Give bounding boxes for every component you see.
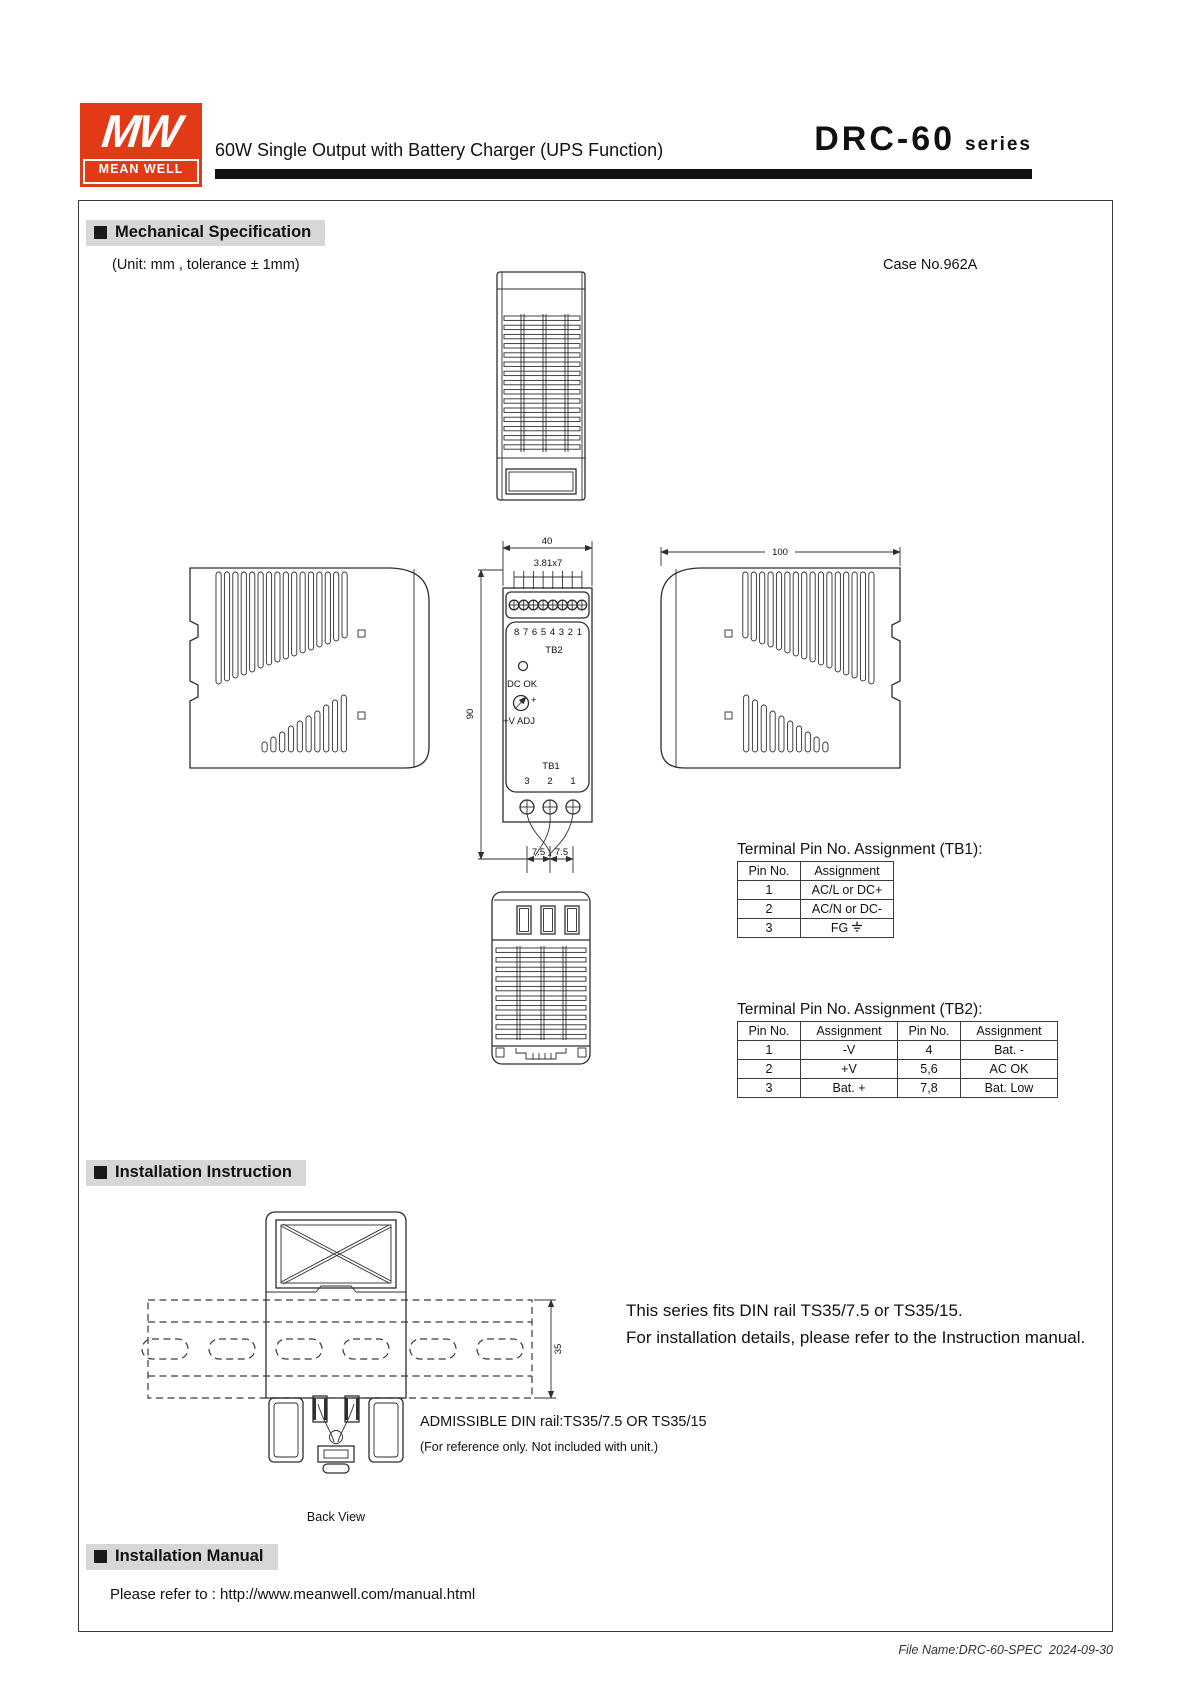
tb2-cell: 5,6 xyxy=(898,1060,961,1079)
tb1-pin2: 2 xyxy=(547,776,553,787)
tb2-cell: 4 xyxy=(898,1041,961,1060)
tb2-cell: 3 xyxy=(738,1079,801,1098)
tb1-pin3: 3 xyxy=(524,776,530,787)
tb2-cell: Bat. + xyxy=(801,1079,898,1098)
top-view-drawing xyxy=(497,272,585,500)
earth-ground-icon xyxy=(851,921,863,933)
table-row xyxy=(738,900,894,919)
product-title: 60W Single Output with Battery Charger (UPS Function) xyxy=(215,140,664,160)
tb1-pin-cell: 1 xyxy=(738,881,801,900)
unit-tolerance-note: (Unit: mm , tolerance ± 1mm) xyxy=(112,257,300,273)
series-suffix: series xyxy=(965,134,1032,155)
tb1-pin-cell: 2 xyxy=(738,900,801,919)
table-row xyxy=(738,1041,1058,1060)
case-number: Case No.962A xyxy=(883,257,978,273)
installation-figure-drawing xyxy=(142,1212,564,1473)
dim-pitch-left-label: 7.5 xyxy=(531,847,546,858)
section-title: Installation Instruction xyxy=(115,1163,292,1181)
tb2-header-assignment: Assignment xyxy=(961,1022,1058,1041)
depth-dimension xyxy=(661,547,900,566)
section-title: Installation Manual xyxy=(115,1547,264,1565)
front-view-drawing xyxy=(465,536,592,873)
dim-rail-height-label: 35 xyxy=(553,1343,564,1355)
din-rail-dashed xyxy=(142,1300,532,1398)
tb2-cell: +V xyxy=(801,1060,898,1079)
tb1-assignment-cell: AC/L or DC+ xyxy=(801,881,894,900)
section-bullet-icon xyxy=(94,1166,107,1179)
tb2-cell: 2 xyxy=(738,1060,801,1079)
tb2-header-assignment: Assignment xyxy=(801,1022,898,1041)
logo-brand-text: MEAN WELL xyxy=(83,159,199,184)
tb2-label: TB2 xyxy=(545,645,563,656)
tb1-header-assignment: Assignment xyxy=(801,862,894,881)
series-name: DRC-60 xyxy=(814,120,956,158)
dim-depth-label: 100 xyxy=(772,547,788,558)
dc-ok-label: DC OK xyxy=(507,679,538,690)
dim-width-label: 40 xyxy=(541,536,553,547)
tb2-cell: -V xyxy=(801,1041,898,1060)
table-row xyxy=(738,881,894,900)
tb2-header-row xyxy=(738,1022,1058,1041)
dim-pitch-right-label: 7.5 xyxy=(554,847,569,858)
section-installation-instruction xyxy=(86,1160,306,1186)
tb2-pin-numbers: 8 7 6 5 4 3 2 1 xyxy=(514,627,582,638)
file-name-footer: File Name:DRC-60-SPEC 2024-09-30 xyxy=(898,1643,1113,1657)
tb2-cell: Bat. Low xyxy=(961,1079,1058,1098)
vadj-plus-label: + xyxy=(531,695,537,706)
tb1-header-row xyxy=(738,862,894,881)
tb1-header-pin: Pin No. xyxy=(738,862,801,881)
dim-pitch-label: 3.81x7 xyxy=(533,558,563,569)
tb2-cell: AC OK xyxy=(961,1060,1058,1079)
din-rail-fit-line1: This series fits DIN rail TS35/7.5 or TS35/15. xyxy=(626,1301,963,1320)
vadj-label: +V ADJ xyxy=(503,716,535,727)
tb2-header-pin: Pin No. xyxy=(898,1022,961,1041)
tb2-cell: Bat. - xyxy=(961,1041,1058,1060)
right-side-view-drawing xyxy=(661,568,900,768)
left-side-view-drawing xyxy=(190,568,429,768)
section-bullet-icon xyxy=(94,226,107,239)
reference-only-note: (For reference only. Not included with unit.) xyxy=(420,1440,659,1454)
din-rail-fit-line2: For installation details, please refer to the Instruction manual. xyxy=(626,1328,1086,1347)
table-row xyxy=(738,1060,1058,1079)
dim-height-label: 90 xyxy=(465,708,476,720)
manual-url-text: Please refer to : http://www.meanwell.com/manual.html xyxy=(110,1586,476,1603)
admissible-din-rail-note: ADMISSIBLE DIN rail:TS35/7.5 OR TS35/15 xyxy=(420,1414,707,1430)
tb2-table-title: Terminal Pin No. Assignment (TB2): xyxy=(737,1001,983,1018)
tb2-cell: 7,8 xyxy=(898,1079,961,1098)
section-bullet-icon xyxy=(94,1550,107,1563)
dc-ok-led-icon xyxy=(519,662,528,671)
tb2-header-pin: Pin No. xyxy=(738,1022,801,1041)
bottom-view-drawing xyxy=(492,892,590,1064)
fg-label: FG xyxy=(830,921,849,935)
din-clip-drawing xyxy=(269,1396,403,1473)
table-row xyxy=(738,1079,1058,1098)
table-row xyxy=(738,919,894,938)
tb1-table-title: Terminal Pin No. Assignment (TB1): xyxy=(737,841,983,858)
tb1-assignment-table xyxy=(737,861,894,938)
tb1-assignment-cell: AC/N or DC- xyxy=(801,900,894,919)
tb1-pin1: 1 xyxy=(570,776,576,787)
back-view-caption: Back View xyxy=(306,1510,366,1524)
section-installation-manual xyxy=(86,1544,278,1570)
mw-logo-icon: MW xyxy=(99,105,183,157)
tb2-cell: 1 xyxy=(738,1041,801,1060)
section-mechanical-specification xyxy=(86,220,325,246)
tb1-assignment-cell xyxy=(801,919,894,938)
section-title: Mechanical Specification xyxy=(115,223,312,241)
tb2-assignment-table xyxy=(737,1021,1058,1098)
tb1-pin-cell: 3 xyxy=(738,919,801,938)
tb1-label: TB1 xyxy=(542,761,560,772)
